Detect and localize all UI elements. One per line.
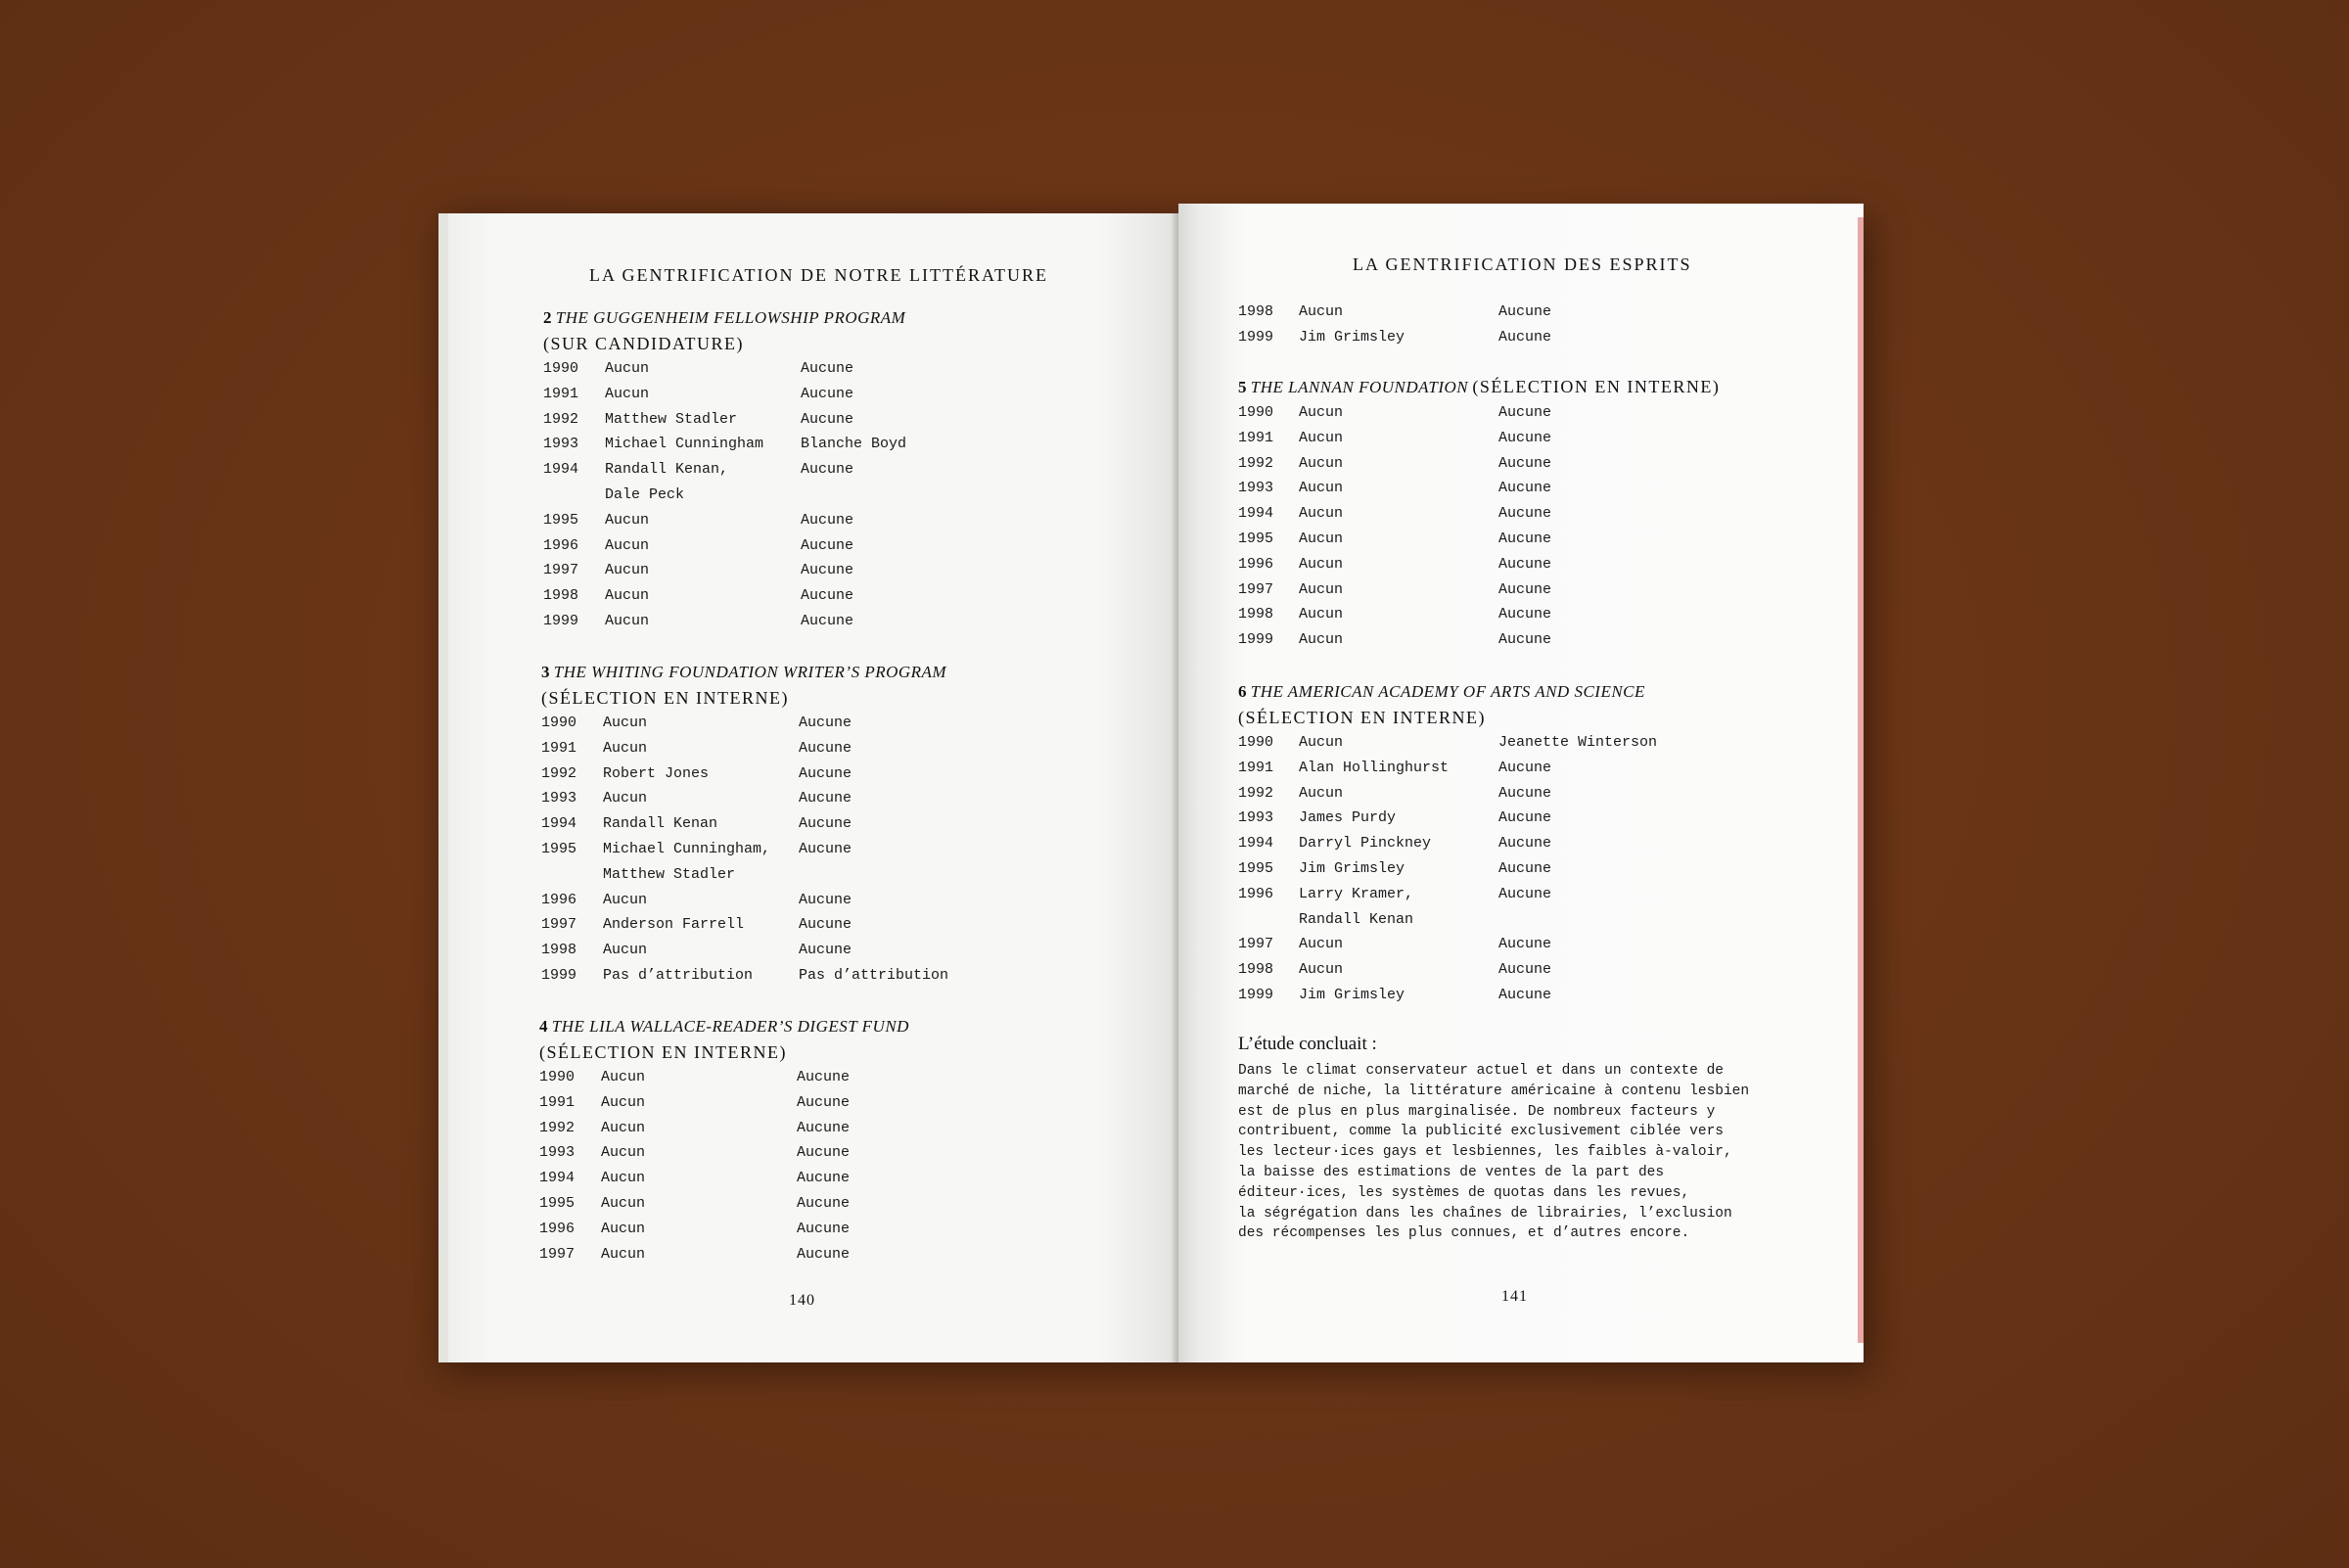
row-men: Aucun xyxy=(1299,505,1344,523)
row-year: 1993 xyxy=(1238,480,1274,497)
row-year: 1994 xyxy=(1238,505,1274,523)
row-women: Aucune xyxy=(1498,759,1552,776)
section-name: THE WHITING FOUNDATION WRITER’S PROGRAM xyxy=(553,663,947,681)
row-men: Aucun xyxy=(1299,480,1344,497)
row-year: 1993 xyxy=(541,790,577,807)
row-women: Aucune xyxy=(1498,328,1552,346)
row-women: Aucune xyxy=(797,1194,851,1212)
row-men: Aucun xyxy=(605,562,650,579)
section-name: THE LILA WALLACE-READER’S DIGEST FUND xyxy=(551,1017,909,1036)
row-year: 1998 xyxy=(1238,606,1274,623)
row-women: Aucune xyxy=(1498,505,1552,523)
section-name: THE AMERICAN ACADEMY OF ARTS AND SCIENCE xyxy=(1250,682,1645,701)
row-women: Aucune xyxy=(799,891,852,908)
conclusion-line: éditeur·ices, les systèmes de quotas dans les revues, xyxy=(1238,1184,1690,1201)
row-year: 1997 xyxy=(539,1245,576,1263)
row-men: Aucun xyxy=(601,1144,646,1162)
row-men: Dale Peck xyxy=(605,485,685,503)
row-men: Larry Kramer, xyxy=(1299,885,1414,902)
conclusion-line: la baisse des estimations de ventes de la part des xyxy=(1238,1164,1665,1180)
row-men: Anderson Farrell xyxy=(603,916,745,934)
row-year: 1992 xyxy=(1238,784,1274,802)
row-men: Aucun xyxy=(603,891,648,908)
row-women: Aucune xyxy=(801,587,854,605)
row-year: 1991 xyxy=(1238,429,1274,446)
row-women: Blanche Boyd xyxy=(801,436,907,453)
row-men: Aucun xyxy=(1299,530,1344,547)
row-year: 1998 xyxy=(1238,961,1274,979)
row-women: Aucune xyxy=(799,790,852,807)
row-year: 1991 xyxy=(543,385,579,402)
row-year: 1998 xyxy=(1238,303,1274,320)
row-men: Randall Kenan, xyxy=(605,461,729,479)
row-women: Aucune xyxy=(797,1144,851,1162)
row-women: Aucune xyxy=(801,511,854,529)
section-subtitle: (SUR CANDIDATURE) xyxy=(543,334,744,353)
row-year: 1994 xyxy=(539,1170,576,1187)
row-year: 1999 xyxy=(543,612,579,629)
row-men: Aucun xyxy=(1299,404,1344,421)
left-running-head: LA GENTRIFICATION DE NOTRE LITTÉRATURE xyxy=(589,265,1048,285)
row-women: Aucune xyxy=(799,715,852,731)
row-women: Aucune xyxy=(797,1069,851,1085)
row-year: 1993 xyxy=(1238,809,1274,827)
row-year: 1996 xyxy=(1238,555,1274,573)
row-men: Randall Kenan xyxy=(1299,910,1414,928)
row-men: Aucun xyxy=(605,536,650,554)
row-men: Aucun xyxy=(603,790,648,807)
row-men: Aucun xyxy=(1299,961,1344,979)
row-year: 1995 xyxy=(541,840,577,857)
row-men: Aucun xyxy=(605,612,650,629)
row-men: Aucun xyxy=(1299,784,1344,802)
section-number: 5 xyxy=(1238,378,1247,396)
row-year: 1997 xyxy=(1238,936,1274,953)
row-women: Aucune xyxy=(797,1220,851,1237)
row-men: Aucun xyxy=(1299,303,1344,320)
row-year: 1997 xyxy=(1238,580,1274,598)
conclusion-line: est de plus en plus marginalisée. De nombreux facteurs y xyxy=(1238,1103,1716,1120)
conclusion-line: marché de niche, la littérature américaine à contenu lesbien xyxy=(1238,1083,1750,1099)
row-year: 1990 xyxy=(539,1069,576,1085)
row-year: 1996 xyxy=(539,1220,576,1237)
row-men: Aucun xyxy=(605,511,650,529)
row-year: 1990 xyxy=(543,360,579,377)
section-number: 3 xyxy=(541,663,550,681)
row-women: Aucune xyxy=(1498,835,1552,853)
row-men: Aucun xyxy=(605,385,650,402)
row-women: Aucune xyxy=(799,764,852,782)
row-women: Aucune xyxy=(799,916,852,934)
left-page xyxy=(438,213,1188,1362)
row-women: Aucune xyxy=(799,815,852,833)
row-year: 1996 xyxy=(1238,885,1274,902)
row-year: 1990 xyxy=(1238,404,1274,421)
row-women: Aucune xyxy=(799,942,852,959)
row-women: Aucune xyxy=(1498,885,1552,902)
row-men: James Purdy xyxy=(1299,809,1397,827)
row-men: Aucun xyxy=(603,739,648,757)
row-women: Aucune xyxy=(1498,606,1552,623)
row-men: Aucun xyxy=(1299,734,1344,751)
row-year: 1996 xyxy=(541,891,577,908)
row-year: 1994 xyxy=(1238,835,1274,853)
row-men: Pas d’attribution xyxy=(603,966,754,984)
row-men: Aucun xyxy=(605,587,650,605)
row-women: Aucune xyxy=(1498,580,1552,598)
row-women: Aucune xyxy=(801,410,854,428)
row-men: Aucun xyxy=(601,1170,646,1187)
row-year: 1999 xyxy=(1238,631,1274,649)
row-men: Aucun xyxy=(1299,429,1344,446)
row-year: 1994 xyxy=(543,461,579,479)
row-men: Aucun xyxy=(601,1245,646,1263)
conclusion-line: la ségrégation dans les chaînes de librairies, l’exclusion xyxy=(1238,1205,1732,1222)
row-men: Aucun xyxy=(605,360,650,377)
conclusion-line: des récompenses les plus connues, et d’autres encore. xyxy=(1238,1225,1690,1242)
row-men: Aucun xyxy=(1299,580,1344,598)
row-year: 1999 xyxy=(1238,328,1274,346)
section-number: 2 xyxy=(543,308,552,327)
row-women: Aucune xyxy=(1498,480,1552,497)
section-subtitle: (SÉLECTION EN INTERNE) xyxy=(541,688,789,708)
row-year: 1995 xyxy=(539,1194,576,1212)
row-women: Aucune xyxy=(1498,961,1552,979)
row-men: Aucun xyxy=(601,1093,646,1111)
right-page xyxy=(1178,204,1864,1362)
row-women: Aucune xyxy=(801,536,854,554)
row-year: 1993 xyxy=(543,436,579,453)
section-number: 4 xyxy=(539,1017,548,1036)
section-number: 6 xyxy=(1238,682,1247,701)
row-women: Pas d’attribution xyxy=(799,966,949,984)
row-year: 1995 xyxy=(1238,859,1274,877)
row-men: Aucun xyxy=(601,1119,646,1136)
row-year: 1998 xyxy=(543,587,579,605)
section-subtitle: (SÉLECTION EN INTERNE) xyxy=(539,1042,787,1062)
row-men: Aucun xyxy=(1299,936,1344,953)
conclusion-line: les lecteur·ices gays et lesbiennes, les faibles à-valoir, xyxy=(1238,1144,1732,1161)
row-men: Jim Grimsley xyxy=(1299,859,1405,877)
row-women: Aucune xyxy=(1498,859,1552,877)
section-5-title xyxy=(1238,374,1720,400)
row-women: Aucune xyxy=(801,612,854,629)
row-year: 1991 xyxy=(1238,759,1274,776)
row-year: 1991 xyxy=(541,739,577,757)
row-women: Aucune xyxy=(797,1170,851,1187)
row-women: Aucune xyxy=(797,1119,851,1136)
row-women: Aucune xyxy=(1498,530,1552,547)
row-women: Aucune xyxy=(801,385,854,402)
row-women: Aucune xyxy=(1498,784,1552,802)
row-women: Aucune xyxy=(1498,631,1552,649)
row-women: Aucune xyxy=(1498,454,1552,472)
section-subtitle: (SÉLECTION EN INTERNE) xyxy=(1472,377,1721,396)
row-year: 1995 xyxy=(543,511,579,529)
row-women: Aucune xyxy=(1498,404,1552,421)
row-men: Jim Grimsley xyxy=(1299,328,1405,346)
row-year: 1992 xyxy=(541,764,577,782)
row-women: Aucune xyxy=(1498,809,1552,827)
row-men: Alan Hollinghurst xyxy=(1299,759,1450,776)
row-women: Aucune xyxy=(1498,986,1552,1003)
row-men: Aucun xyxy=(603,942,648,959)
row-women: Aucune xyxy=(801,360,854,377)
row-year: 1992 xyxy=(543,410,579,428)
row-men: Aucun xyxy=(1299,555,1344,573)
row-year: 1995 xyxy=(1238,530,1274,547)
conclusion-line: contribuent, comme la publicité exclusivement ciblée vers xyxy=(1238,1124,1724,1140)
row-women: Aucune xyxy=(797,1245,851,1263)
row-men: Michael Cunningham, xyxy=(603,840,771,857)
row-men: Aucun xyxy=(1299,454,1344,472)
right-running-head: LA GENTRIFICATION DES ESPRITS xyxy=(1353,254,1692,274)
row-year: 1999 xyxy=(1238,986,1274,1003)
section-6-title xyxy=(1238,679,1645,730)
row-men: Randall Kenan xyxy=(603,815,718,833)
row-year: 1997 xyxy=(541,916,577,934)
row-year: 1991 xyxy=(539,1093,576,1111)
section-name: THE GUGGENHEIM FELLOWSHIP PROGRAM xyxy=(555,308,906,327)
row-year: 1992 xyxy=(539,1119,576,1136)
row-women: Aucune xyxy=(1498,555,1552,573)
row-men: Jim Grimsley xyxy=(1299,986,1405,1003)
row-year: 1993 xyxy=(539,1144,576,1162)
row-women: Aucune xyxy=(1498,303,1552,320)
section-name: THE LANNAN FOUNDATION xyxy=(1250,378,1469,396)
row-men: Aucun xyxy=(601,1194,646,1212)
row-women: Aucune xyxy=(799,739,852,757)
row-men: Aucun xyxy=(1299,606,1344,623)
section-3-title xyxy=(541,660,946,711)
row-women: Aucune xyxy=(1498,429,1552,446)
row-year: 1994 xyxy=(541,815,577,833)
left-page-number: 140 xyxy=(789,1292,815,1309)
row-women: Aucune xyxy=(801,562,854,579)
row-year: 1999 xyxy=(541,966,577,984)
conclusion-paragraph xyxy=(1238,1061,1749,1244)
row-men: Michael Cunningham xyxy=(605,436,764,453)
row-year: 1990 xyxy=(541,715,577,731)
page-edge xyxy=(1858,217,1864,1343)
row-men: Darryl Pinckney xyxy=(1299,835,1432,853)
conclusion-heading: L’étude concluait : xyxy=(1238,1034,1377,1054)
row-women: Aucune xyxy=(801,461,854,479)
row-women: Aucune xyxy=(797,1093,851,1111)
section-4-title xyxy=(539,1014,909,1065)
row-men: Aucun xyxy=(603,715,648,731)
row-year: 1992 xyxy=(1238,454,1274,472)
row-men: Aucun xyxy=(1299,631,1344,649)
row-year: 1998 xyxy=(541,942,577,959)
row-men: Aucun xyxy=(601,1220,646,1237)
conclusion-line: Dans le climat conservateur actuel et dans un contexte de xyxy=(1238,1063,1724,1079)
row-men: Aucun xyxy=(601,1069,646,1085)
row-year: 1996 xyxy=(543,536,579,554)
row-year: 1990 xyxy=(1238,734,1274,751)
row-women: Aucune xyxy=(799,840,852,857)
row-women: Jeanette Winterson xyxy=(1498,734,1658,751)
right-page-number: 141 xyxy=(1501,1288,1528,1305)
section-subtitle: (SÉLECTION EN INTERNE) xyxy=(1238,708,1486,727)
row-men: Matthew Stadler xyxy=(605,410,738,428)
row-men: Robert Jones xyxy=(603,764,710,782)
section-2-title xyxy=(543,305,905,356)
row-women: Aucune xyxy=(1498,936,1552,953)
row-men: Matthew Stadler xyxy=(603,865,736,883)
row-year: 1997 xyxy=(543,562,579,579)
